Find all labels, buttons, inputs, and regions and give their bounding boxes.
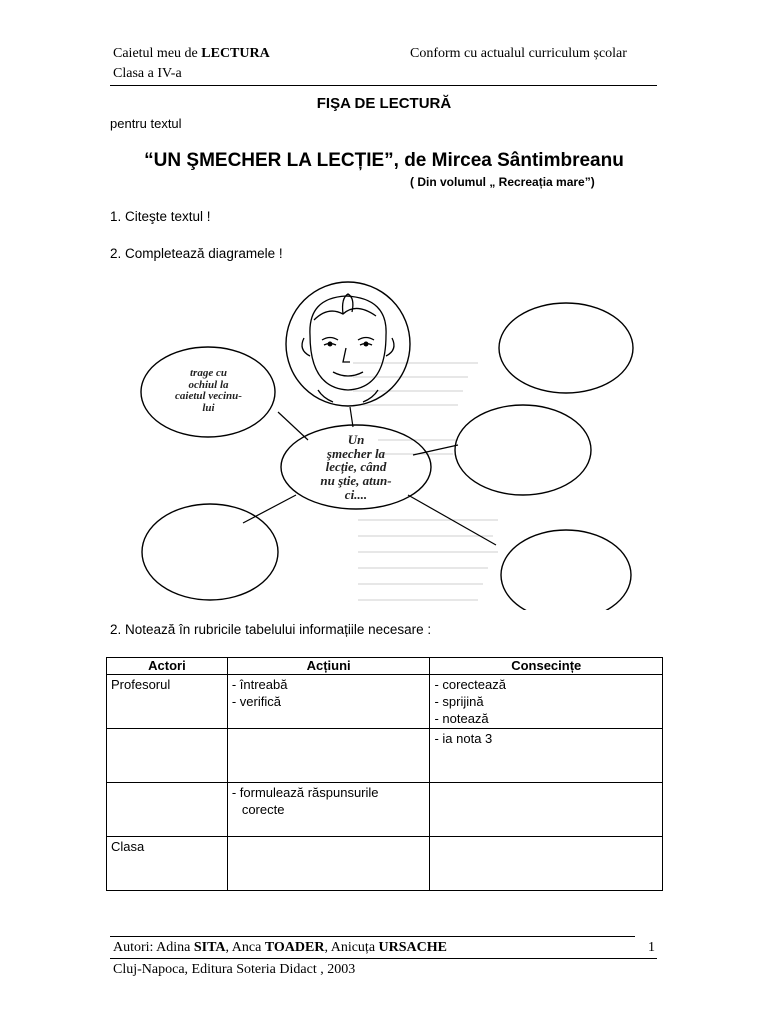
consequences-cell[interactable] (430, 837, 663, 891)
actions-cell[interactable] (227, 837, 430, 891)
authors-line: Autori: Adina SITA, Anca TOADER, Anicuța URSACHE (113, 940, 448, 955)
consequence-item: - corectează (434, 677, 506, 692)
class-level: Clasa a IV-a (113, 66, 182, 81)
col-header-actors: Actori (107, 658, 228, 675)
header-rule (110, 85, 657, 86)
info-table (106, 657, 663, 891)
footer-rule-bottom (110, 958, 657, 959)
author-last-name: TOADER (264, 940, 325, 955)
table-row (107, 783, 663, 837)
action-item: corecte (241, 802, 285, 817)
actor-text: Clasa (111, 839, 145, 854)
table-row (107, 837, 663, 891)
consequence-item: - ia nota 3 (434, 731, 493, 746)
actions-cell[interactable] (227, 783, 430, 837)
action-item: - verifică (231, 694, 281, 709)
page-number: 1 (648, 940, 655, 955)
volume-note: ( Din volumul „ Recreația mare”) (410, 175, 595, 189)
action-item: - formulează răspunsurile (231, 785, 379, 800)
left-bubble-line: trage cu (190, 367, 227, 379)
for-text-label: pentru textul (110, 116, 182, 131)
task-table: 2. Notează în rubricile tabelului informațiile necesare : (110, 622, 432, 637)
center-bubble-text (286, 433, 426, 501)
task-read: 1. Citeşte textul ! (110, 209, 211, 224)
left-bubble-line: lui (202, 401, 215, 414)
col-header-consequences: Consecințe (430, 658, 663, 675)
center-bubble-line: Un (347, 432, 365, 447)
actor-cell[interactable] (107, 783, 228, 837)
authors-label: Autori: (113, 940, 157, 955)
center-bubble-line: ci.... (344, 486, 368, 502)
actor-cell[interactable] (107, 837, 228, 891)
work-title: “UN ŞMECHER LA LECȚIE”, de Mircea Sântimbreanu (144, 150, 624, 171)
book-title-prefix: Caietul meu de (113, 46, 202, 61)
actions-cell[interactable] (227, 729, 430, 783)
actor-text: Profesorul (111, 677, 171, 692)
actor-cell[interactable] (107, 729, 228, 783)
bubble-diagram (138, 280, 638, 610)
center-bubble-line: şmecher la (326, 445, 386, 461)
sheet-title: FIŞA DE LECTURĂ (316, 95, 452, 112)
author-last-name: SITA (193, 940, 226, 955)
col-header-actions: Acțiuni (227, 658, 430, 675)
actions-cell[interactable] (227, 675, 430, 729)
face-drawing (302, 294, 394, 402)
footer-rule-top (110, 936, 635, 937)
table-header-row (107, 658, 663, 675)
center-bubble-line: lecție, când (325, 459, 387, 475)
consequences-cell[interactable] (430, 675, 663, 729)
consequence-item: - sprijină (434, 694, 484, 709)
author-first-name: Anicuța (330, 940, 379, 955)
book-title (113, 46, 270, 62)
author-first-name: Anca (231, 940, 265, 955)
consequences-cell[interactable] (430, 729, 663, 783)
author-first-name: Adina (156, 940, 194, 955)
task-diagram: 2. Completează diagramele ! (110, 246, 283, 261)
author-last-name: URSACHE (378, 940, 448, 955)
consequence-item: - notează (434, 711, 489, 726)
action-item: - întreabă (231, 677, 288, 692)
left-bubble-line: caietul vecinu- (175, 390, 242, 403)
book-title-bold: LECTURA (201, 46, 270, 61)
left-bubble-line: ochiul la (188, 378, 229, 391)
center-bubble-line: nu ştie, atun- (320, 472, 392, 488)
left-bubble-text (151, 368, 266, 414)
table-row (107, 729, 663, 783)
actor-cell[interactable] (107, 675, 228, 729)
curriculum-note: Conform cu actualul curriculum școlar (410, 46, 627, 61)
publisher-line: Cluj-Napoca, Editura Soteria Didact , 2003 (113, 962, 356, 977)
table-row (107, 675, 663, 729)
consequences-cell[interactable] (430, 783, 663, 837)
